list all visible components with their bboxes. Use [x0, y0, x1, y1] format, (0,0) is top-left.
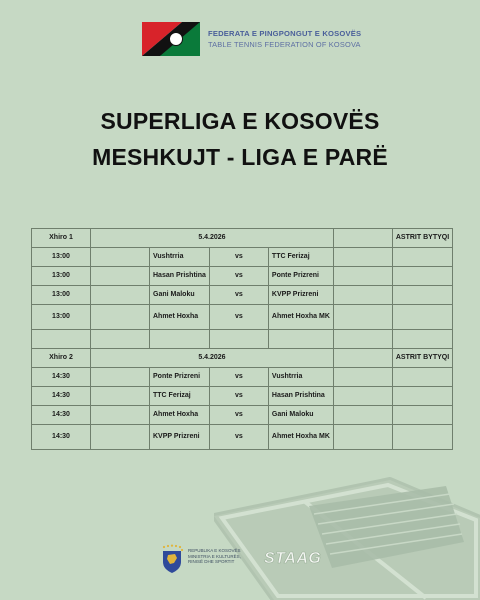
- page-title-line1: SUPERLIGA E KOSOVËS: [100, 108, 380, 134]
- away-team: Vushtrria: [268, 368, 333, 387]
- empty-cell: [333, 406, 392, 425]
- page-title-line2: MESHKUJT - LIGA E PARË: [92, 144, 388, 170]
- empty-cell: [333, 248, 392, 267]
- empty-cell: [91, 248, 150, 267]
- footer: [0, 540, 480, 590]
- empty-cell: [91, 305, 150, 330]
- vs-label: vs: [209, 425, 268, 450]
- home-team: Vushtrria: [150, 248, 210, 267]
- empty-cell: [392, 267, 452, 286]
- empty-cell: [392, 425, 452, 450]
- empty-cell: [91, 286, 150, 305]
- away-team: TTC Ferizaj: [268, 248, 333, 267]
- empty-cell: [91, 425, 150, 450]
- away-team: Ponte Prizreni: [268, 267, 333, 286]
- home-team: Hasan Prishtina: [150, 267, 210, 286]
- home-team: Gani Maloku: [150, 286, 210, 305]
- round-referee: ASTRIT BYTYQI: [392, 349, 452, 368]
- match-row: [32, 387, 453, 406]
- sponsor-logo: STAAG: [264, 550, 322, 567]
- round-referee: ASTRIT BYTYQI: [392, 229, 452, 248]
- empty-cell: [333, 387, 392, 406]
- away-team: Ahmet Hoxha MK: [268, 305, 333, 330]
- match-time: 13:00: [32, 305, 91, 330]
- empty-cell: [91, 368, 150, 387]
- vs-label: vs: [209, 368, 268, 387]
- empty-cell: [333, 425, 392, 450]
- empty-cell: [392, 368, 452, 387]
- round-label: Xhiro 1: [32, 229, 91, 248]
- empty-cell: [333, 286, 392, 305]
- home-team: TTC Ferizaj: [150, 387, 210, 406]
- away-team: KVPP Prizreni: [268, 286, 333, 305]
- ministry-line: MINISTRIA E KULTURËS,: [188, 553, 241, 559]
- empty-cell: [333, 368, 392, 387]
- away-team: Gani Maloku: [268, 406, 333, 425]
- spacer-row: [32, 330, 453, 349]
- empty-cell: [333, 349, 392, 368]
- vs-label: vs: [209, 267, 268, 286]
- vs-label: vs: [209, 248, 268, 267]
- federation-logo: [142, 22, 200, 56]
- home-team: Ahmet Hoxha: [150, 406, 210, 425]
- empty-cell: [333, 229, 392, 248]
- federation-name: FEDERATA E PINGPONGUT E KOSOVËS: [208, 29, 362, 38]
- away-team: Ahmet Hoxha MK: [268, 425, 333, 450]
- ministry-text: [188, 548, 246, 565]
- empty-cell: [392, 248, 452, 267]
- vs-label: vs: [209, 406, 268, 425]
- vs-label: vs: [209, 387, 268, 406]
- empty-cell: [333, 305, 392, 330]
- vs-label: vs: [209, 286, 268, 305]
- home-team: Ponte Prizreni: [150, 368, 210, 387]
- empty-cell: [91, 387, 150, 406]
- empty-cell: [392, 406, 452, 425]
- match-row: [32, 305, 453, 330]
- match-row: [32, 406, 453, 425]
- round-header-row: [32, 349, 453, 368]
- match-time: 14:30: [32, 387, 91, 406]
- match-time: 14:30: [32, 406, 91, 425]
- schedule-table: [31, 228, 453, 450]
- match-row: [32, 425, 453, 450]
- kosovo-emblem-icon: [160, 544, 184, 574]
- home-team: Ahmet Hoxha: [150, 305, 210, 330]
- match-time: 13:00: [32, 248, 91, 267]
- match-row: [32, 286, 453, 305]
- empty-cell: [392, 305, 452, 330]
- empty-cell: [333, 267, 392, 286]
- federation-header: [142, 22, 442, 58]
- match-time: 14:30: [32, 368, 91, 387]
- match-row: [32, 267, 453, 286]
- round-date: 5.4.2026: [91, 349, 334, 368]
- vs-label: vs: [209, 305, 268, 330]
- round-date: 5.4.2026: [91, 229, 334, 248]
- match-time: 13:00: [32, 286, 91, 305]
- federation-subtitle: TABLE TENNIS FEDERATION OF KOSOVA: [208, 40, 361, 49]
- match-time: 14:30: [32, 425, 91, 450]
- away-team: Hasan Prishtina: [268, 387, 333, 406]
- empty-cell: [91, 406, 150, 425]
- round-label: Xhiro 2: [32, 349, 91, 368]
- empty-cell: [392, 286, 452, 305]
- empty-cell: [91, 267, 150, 286]
- empty-cell: [392, 387, 452, 406]
- match-row: [32, 248, 453, 267]
- home-team: KVPP Prizreni: [150, 425, 210, 450]
- round-header-row: [32, 229, 453, 248]
- match-time: 13:00: [32, 267, 91, 286]
- match-row: [32, 368, 453, 387]
- ministry-line: REPUBLIKA E KOSOVËS: [188, 548, 241, 553]
- ministry-line: RINISË DHE SPORTIT: [188, 559, 235, 564]
